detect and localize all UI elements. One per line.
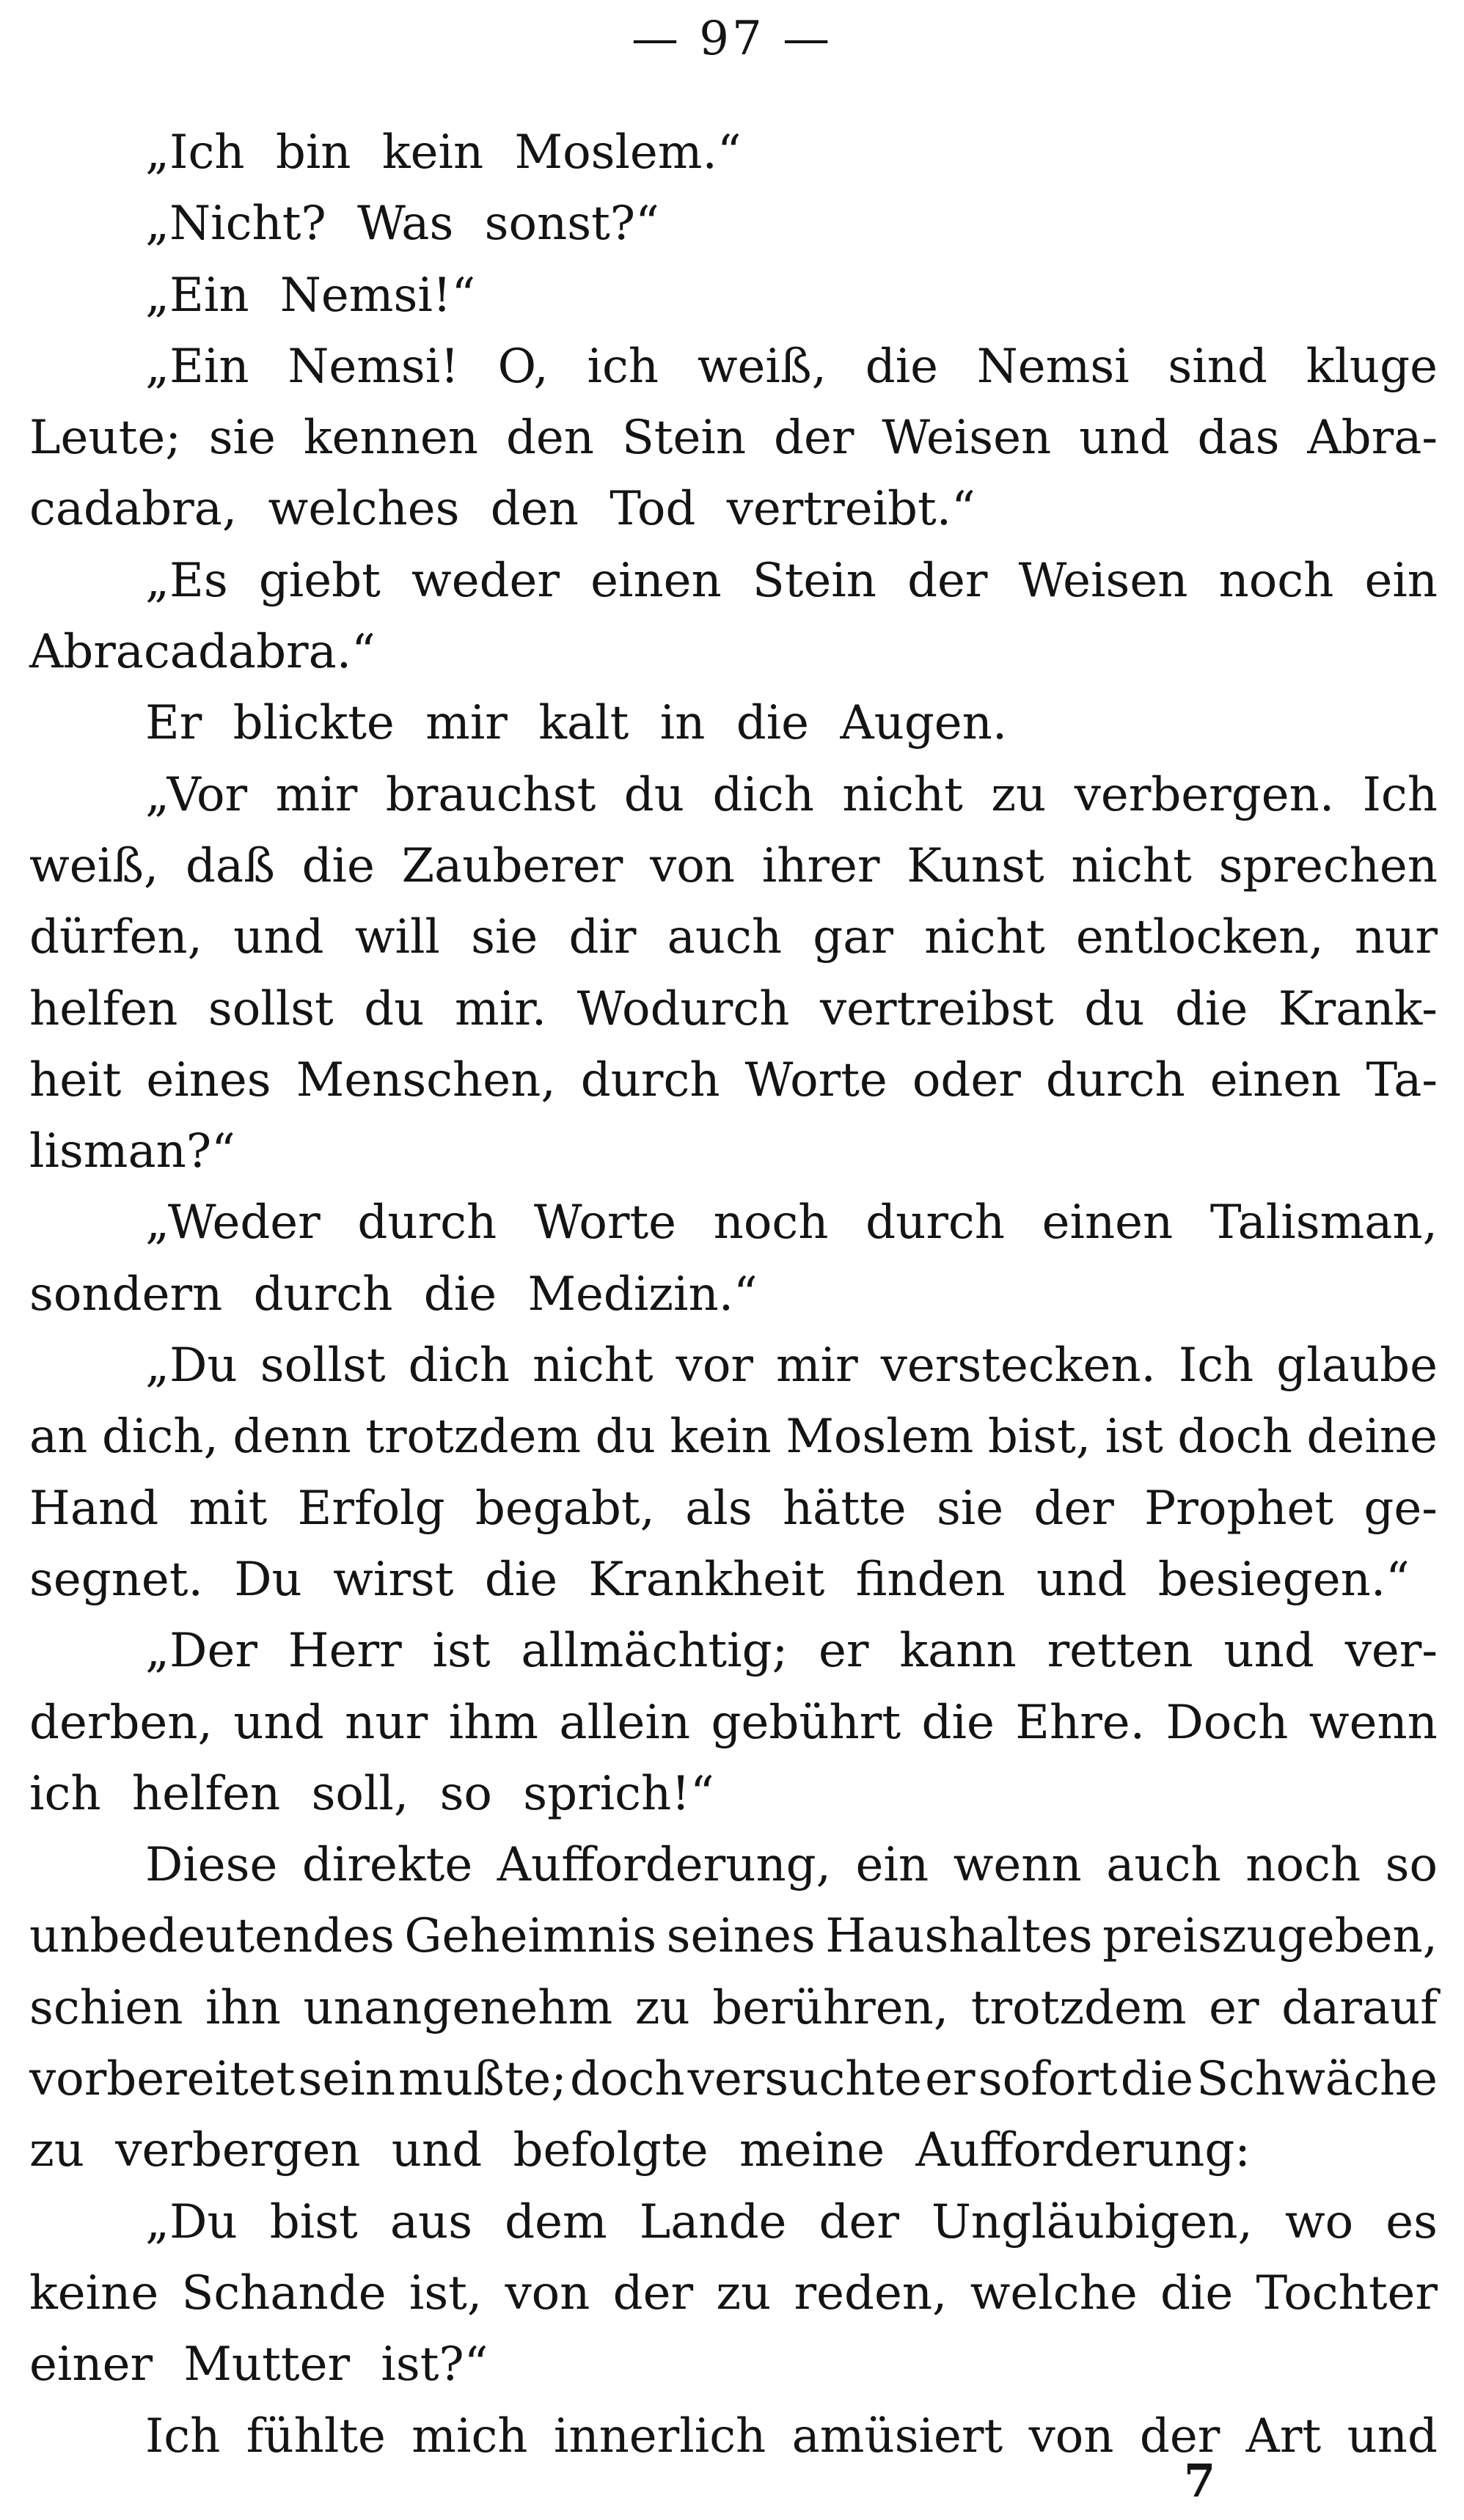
word: allmächtig;: [521, 1624, 788, 1679]
word: doch: [569, 2052, 685, 2107]
text-line: [29, 760, 1438, 831]
word: „Vor: [145, 767, 248, 822]
word: er: [1209, 1980, 1259, 2035]
word: Stein: [752, 553, 876, 608]
word: vertreibst: [819, 981, 1054, 1036]
word: Krank-: [1278, 981, 1438, 1036]
word: Prophet: [1144, 1481, 1334, 1536]
word: Worte: [533, 1195, 677, 1250]
word: kann: [899, 1624, 1017, 1679]
word: denn: [233, 1410, 351, 1465]
page-body-text: [29, 117, 1438, 2472]
word: derben,: [29, 1695, 213, 1750]
word: durch: [1045, 1052, 1185, 1107]
word: „Du: [145, 2194, 238, 2249]
word: verstecken.: [880, 1338, 1156, 1393]
word: noch: [713, 1195, 829, 1250]
word: schien: [29, 1980, 183, 2035]
word: Tochter: [1256, 2266, 1438, 2321]
word: den: [505, 411, 594, 466]
word: welche: [970, 2266, 1138, 2321]
word: will: [354, 910, 440, 965]
word: amüsiert: [791, 2409, 1003, 2464]
word: berühren,: [712, 1980, 949, 2035]
word: sie: [208, 411, 276, 466]
word: unbedeutendes: [29, 1909, 395, 1964]
word: von: [505, 2266, 590, 2321]
word: bist: [269, 2194, 358, 2249]
word: Stein: [621, 411, 747, 466]
word: kennen: [303, 411, 478, 466]
word: Wodurch: [577, 981, 790, 1036]
word: nicht: [532, 1338, 654, 1393]
text-line: [29, 902, 1438, 973]
word: durch: [865, 1195, 1005, 1250]
word: nicht: [842, 767, 963, 822]
word: sein: [298, 2052, 395, 2107]
word: zu: [634, 1980, 690, 2035]
word: ihm: [448, 1695, 538, 1750]
word: Ich: [145, 2409, 221, 2464]
word: dem: [505, 2194, 607, 2249]
word: brauchst: [385, 767, 596, 822]
word: der: [907, 553, 988, 608]
text-line: [29, 1616, 1438, 1687]
word: und: [1347, 2409, 1438, 2464]
word: von: [1028, 2409, 1114, 2464]
text-line: [29, 1045, 1438, 1116]
word: allein: [559, 1695, 691, 1750]
word: aus: [389, 2194, 473, 2249]
word: dürfen,: [29, 910, 202, 965]
text-line: [29, 2187, 1438, 2258]
word: trotzdem: [970, 1980, 1187, 2035]
word: und: [1079, 411, 1170, 466]
word: Schande: [181, 2266, 387, 2321]
word: zu: [716, 2266, 772, 2321]
word: ein: [855, 1838, 929, 1893]
word: Diese: [145, 1838, 278, 1893]
word: der: [774, 411, 854, 466]
word: gebührt: [711, 1695, 901, 1750]
word: die: [1175, 981, 1248, 1036]
word: ein: [1364, 553, 1438, 608]
word: „Es: [145, 553, 228, 608]
word: gar: [813, 910, 893, 965]
word: helfen: [29, 981, 178, 1036]
word: darauf: [1281, 1980, 1438, 2035]
word: verbergen.: [1074, 767, 1335, 822]
word: dich: [712, 767, 814, 822]
word: die: [921, 1695, 995, 1750]
word: wo: [1284, 2194, 1354, 2249]
word: Ehre.: [1015, 1695, 1145, 1750]
text-line: [29, 2401, 1438, 2472]
word: Abra-: [1307, 411, 1438, 466]
word: der: [1033, 1481, 1114, 1536]
word: mir.: [455, 981, 547, 1036]
word: Geheimnis: [404, 1909, 657, 1964]
word: Haushaltes: [825, 1909, 1093, 1964]
word: reden,: [794, 2266, 948, 2321]
word: nicht: [924, 910, 1045, 965]
word: versuchte: [687, 2052, 922, 2107]
word: Talisman,: [1209, 1195, 1438, 1250]
word: durch: [580, 1052, 720, 1107]
text-line: „Ein Nemsi!“: [145, 268, 476, 323]
word: an: [29, 1410, 88, 1465]
word: fühlte: [246, 2409, 386, 2464]
word: ihrer: [761, 838, 880, 893]
word: Herr: [288, 1624, 402, 1679]
word: nur: [345, 1695, 428, 1750]
text-line: [29, 1973, 1438, 2044]
text-line: [29, 974, 1438, 1045]
word: oder: [912, 1052, 1021, 1107]
text-line: lisman?“: [29, 1124, 235, 1179]
word: ver-: [1344, 1624, 1438, 1679]
word: Art: [1245, 2409, 1322, 2464]
word: du: [595, 1410, 656, 1465]
word: Aufforderung,: [497, 1838, 831, 1893]
text-line: cadabra, welches den Tod vertreibt.“: [29, 482, 976, 537]
word: kluge: [1306, 339, 1438, 394]
word: vor: [676, 1338, 753, 1393]
word: ist: [1105, 1410, 1163, 1465]
text-line: [29, 2258, 1438, 2329]
word: die: [865, 339, 939, 394]
word: direkte: [301, 1838, 473, 1893]
word: mich: [411, 2409, 528, 2464]
word: Menschen,: [296, 1052, 556, 1107]
word: nicht: [1071, 838, 1192, 893]
word: Ungläubigen,: [931, 2194, 1253, 2249]
text-line: „Nicht? Was sonst?“: [145, 197, 659, 252]
word: zu: [991, 767, 1047, 822]
word: Doch: [1165, 1695, 1289, 1750]
word: sollst: [208, 981, 334, 1036]
word: Moslem: [786, 1410, 974, 1465]
word: noch: [1245, 1838, 1361, 1893]
word: Worte: [744, 1052, 887, 1107]
word: bist,: [987, 1410, 1091, 1465]
word: sie: [471, 910, 538, 965]
word: weder: [411, 553, 560, 608]
word: durch: [357, 1195, 497, 1250]
text-line: [29, 831, 1438, 902]
word: seines: [666, 1909, 816, 1964]
word: einen: [590, 553, 722, 608]
word: es: [1386, 2194, 1438, 2249]
word: vorbereitet: [29, 2052, 296, 2107]
text-line: [29, 2044, 1438, 2115]
word: „Der: [145, 1624, 257, 1679]
word: auch: [1106, 1838, 1221, 1893]
text-line: [29, 1901, 1438, 1972]
text-line: Abracadabra.“: [29, 625, 376, 680]
word: Ich: [1362, 767, 1438, 822]
word: Weisen: [1018, 553, 1188, 608]
word: giebt: [258, 553, 381, 608]
text-line: „Ich bin kein Moslem.“: [145, 125, 742, 180]
word: kein: [670, 1410, 772, 1465]
signature-mark: 7: [1184, 2454, 1216, 2508]
word: von: [650, 838, 735, 893]
word: eines: [146, 1052, 271, 1107]
word: Ich: [1178, 1338, 1254, 1393]
word: mir: [275, 767, 358, 822]
text-line: zu verbergen und befolgte meine Aufforderung:: [29, 2123, 1251, 2178]
text-line: einer Mutter ist?“: [29, 2337, 488, 2392]
word: der: [1139, 2409, 1220, 2464]
page-number-header: — 97 —: [631, 12, 833, 66]
word: Leute;: [29, 411, 181, 466]
word: er: [819, 1624, 869, 1679]
word: er: [925, 2052, 976, 2107]
word: unangenehm: [303, 1980, 613, 2035]
word: so: [1385, 1838, 1438, 1893]
word: Weisen: [882, 411, 1052, 466]
word: O,: [497, 339, 549, 394]
word: ge-: [1364, 1481, 1438, 1536]
word: der: [819, 2194, 899, 2249]
word: hätte: [782, 1481, 907, 1536]
word: du: [1084, 981, 1145, 1036]
word: ist,: [409, 2266, 483, 2321]
word: ihn: [205, 1980, 281, 2035]
word: sind: [1168, 339, 1267, 394]
word: einen: [1209, 1052, 1342, 1107]
word: die: [301, 838, 375, 893]
word: einen: [1042, 1195, 1174, 1250]
text-line: Er blickte mir kalt in die Augen.: [145, 696, 1008, 751]
word: sie: [936, 1481, 1004, 1536]
word: Nemsi: [976, 339, 1130, 394]
word: du: [364, 981, 425, 1036]
word: deine: [1306, 1410, 1438, 1465]
word: weiß,: [29, 838, 159, 893]
word: und: [233, 1695, 324, 1750]
word: als: [685, 1481, 753, 1536]
word: „Weder: [145, 1195, 321, 1250]
word: wenn: [953, 1838, 1082, 1893]
word: mit: [189, 1481, 268, 1536]
word: dich,: [101, 1410, 219, 1465]
word: nur: [1354, 910, 1438, 965]
text-line: [29, 1187, 1438, 1259]
word: du: [623, 767, 684, 822]
word: auch: [667, 910, 783, 965]
text-line: segnet. Du wirst die Krankheit finden und besiegen.“: [29, 1552, 1410, 1607]
word: und: [233, 910, 324, 965]
word: retten: [1047, 1624, 1193, 1679]
word: innerlich: [553, 2409, 766, 2464]
word: Kunst: [907, 838, 1044, 893]
text-line: [29, 1473, 1438, 1545]
word: dich: [408, 1338, 510, 1393]
word: noch: [1218, 553, 1334, 608]
word: „Ein: [145, 339, 249, 394]
word: das: [1197, 411, 1280, 466]
text-line: [29, 1830, 1438, 1901]
word: mußte;: [398, 2052, 567, 2107]
word: Nemsi!: [288, 339, 459, 394]
text-line: [29, 403, 1438, 474]
word: Zauberer: [401, 838, 623, 893]
word: entlocken,: [1075, 910, 1324, 965]
word: Erfolg: [297, 1481, 445, 1536]
text-line: sondern durch die Medizin.“: [29, 1267, 758, 1322]
text-line: [29, 1330, 1438, 1402]
word: begabt,: [475, 1481, 655, 1536]
word: preiszugeben,: [1102, 1909, 1438, 1964]
word: und: [1223, 1624, 1314, 1679]
word: Ta-: [1366, 1052, 1438, 1107]
word: glaube: [1276, 1338, 1438, 1393]
word: dir: [568, 910, 637, 965]
word: keine: [29, 2266, 159, 2321]
word: weiß,: [697, 339, 827, 394]
word: wenn: [1309, 1695, 1438, 1750]
word: sprechen: [1218, 838, 1438, 893]
word: trotzdem: [365, 1410, 582, 1465]
word: sofort: [978, 2052, 1118, 2107]
word: der: [612, 2266, 694, 2321]
word: „Du: [145, 1338, 238, 1393]
text-line: [29, 1402, 1438, 1473]
text-line: ich helfen soll, so sprich!“: [29, 1766, 714, 1821]
word: ist: [432, 1624, 491, 1679]
word: die: [1160, 2266, 1234, 2321]
word: die: [1120, 2052, 1194, 2107]
text-line: [29, 332, 1438, 403]
word: Schwäche: [1196, 2052, 1438, 2107]
word: doch: [1177, 1410, 1292, 1465]
word: Hand: [29, 1481, 159, 1536]
word: sollst: [260, 1338, 386, 1393]
text-line: [29, 1688, 1438, 1759]
word: ich: [587, 339, 659, 394]
word: Lande: [639, 2194, 787, 2249]
text-line: [29, 546, 1438, 617]
word: daß: [185, 838, 275, 893]
word: heit: [29, 1052, 122, 1107]
word: mir: [775, 1338, 858, 1393]
